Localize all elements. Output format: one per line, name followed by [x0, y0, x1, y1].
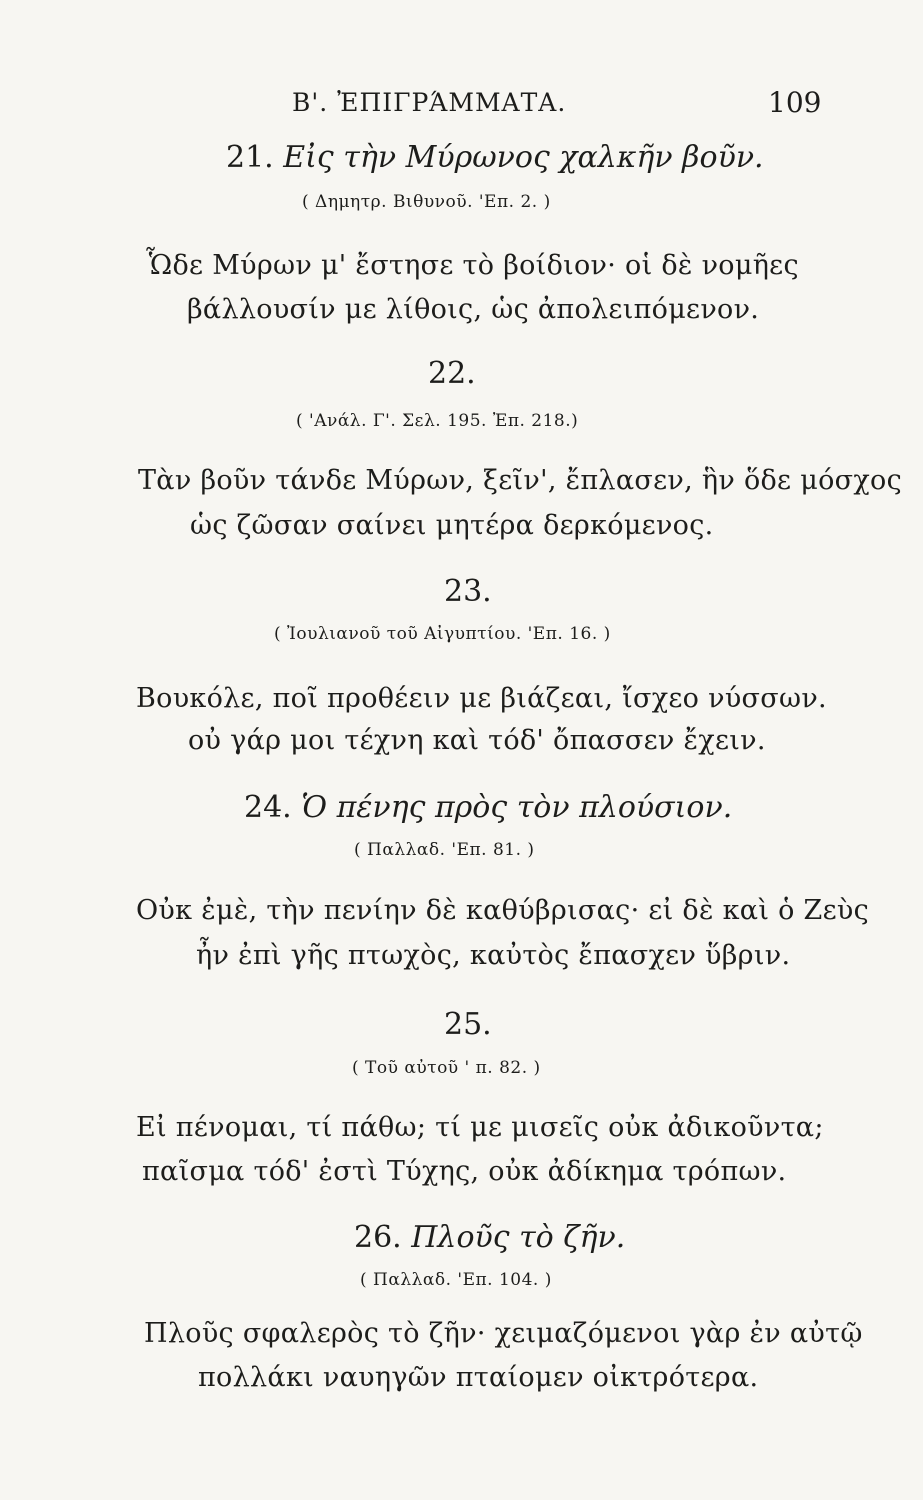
epigram-title: Ὁ πένης πρὸς τὸν πλούσιον.: [301, 790, 733, 825]
epigram-number: 22.: [428, 356, 476, 391]
epigram-heading: [444, 1007, 492, 1042]
verse-line: Οὐκ ἐμὲ, τὴν πενίην δὲ καθύβρισας· εἰ δὲ καὶ ὁ Ζεὺς: [136, 895, 870, 926]
epigram-source: ( Τοῦ αὐτοῦ ' π. 82. ): [352, 1058, 541, 1078]
epigram-title: Εἰς τὴν Μύρωνος χαλκῆν βοῦν.: [283, 140, 764, 175]
epigram-number: 25.: [444, 1007, 492, 1042]
verse-line: οὐ γάρ μοι τέχνη καὶ τόδ' ὄπασσεν ἔχειν.: [188, 725, 766, 756]
epigram-source: ( Παλλαδ. 'Επ. 81. ): [354, 840, 535, 860]
running-head: [0, 86, 923, 126]
verse-line: ἦν ἐπὶ γῆς πτωχὸς, καὐτὸς ἔπασχεν ὕβριν.: [196, 940, 791, 971]
epigram-heading: [444, 574, 492, 609]
verse-line: βάλλουσίν με λίθοις, ὡς ἀπολειπόμενον.: [187, 294, 760, 325]
epigram-heading: [226, 140, 764, 175]
running-title: Β'. ἘΠΙΓΡΆΜΜΑΤΑ.: [292, 88, 567, 117]
page-number: 109: [768, 86, 822, 119]
epigram-heading: [244, 790, 732, 825]
verse-line: Ὧδε Μύρων μ' ἔστησε τὸ βοίδιον· οἱ δὲ νομῆες: [146, 250, 799, 281]
epigram-number: 23.: [444, 574, 492, 609]
verse-line: Πλοῦς σφαλερὸς τὸ ζῆν· χειμαζόμενοι γὰρ ἐν αὐτῷ: [144, 1318, 863, 1349]
epigram-number: 26.: [354, 1220, 402, 1255]
verse-line: Βουκόλε, ποῖ προθέειν με βιάζεαι, ἴσχεο νύσσων.: [136, 683, 827, 714]
epigram-number: 21.: [226, 140, 274, 175]
epigram-number: 24.: [244, 790, 292, 825]
epigram-title: Πλοῦς τὸ ζῆν.: [411, 1220, 626, 1255]
epigram-source: ( Ἰουλιανοῦ τοῦ Αἰγυπτίου. 'Επ. 16. ): [274, 624, 611, 644]
verse-line: Εἰ πένομαι, τί πάθω; τί με μισεῖς οὐκ ἀδικοῦντα;: [136, 1112, 824, 1143]
epigram-heading: [428, 356, 476, 391]
verse-line: ὡς ζῶσαν σαίνει μητέρα δερκόμενος.: [190, 510, 714, 541]
verse-line: παῖσμα τόδ' ἐστὶ Τύχης, οὐκ ἀδίκημα τρόπων.: [142, 1156, 787, 1187]
epigram-source: ( Παλλαδ. 'Επ. 104. ): [360, 1270, 552, 1290]
epigram-source: ( Δημητρ. Βιθυνοῦ. 'Επ. 2. ): [302, 192, 551, 212]
epigram-source: ( 'Ανάλ. Γ'. Σελ. 195. Ἐπ. 218.): [296, 411, 579, 431]
verse-line: πολλάκι ναυηγῶν πταίομεν οἰκτρότερα.: [198, 1362, 759, 1393]
verse-line: Τὰν βοῦν τάνδε Μύρων, ξεῖν', ἔπλασεν, ἣν ὅδε μόσχος: [138, 465, 902, 496]
epigram-heading: [354, 1220, 625, 1255]
